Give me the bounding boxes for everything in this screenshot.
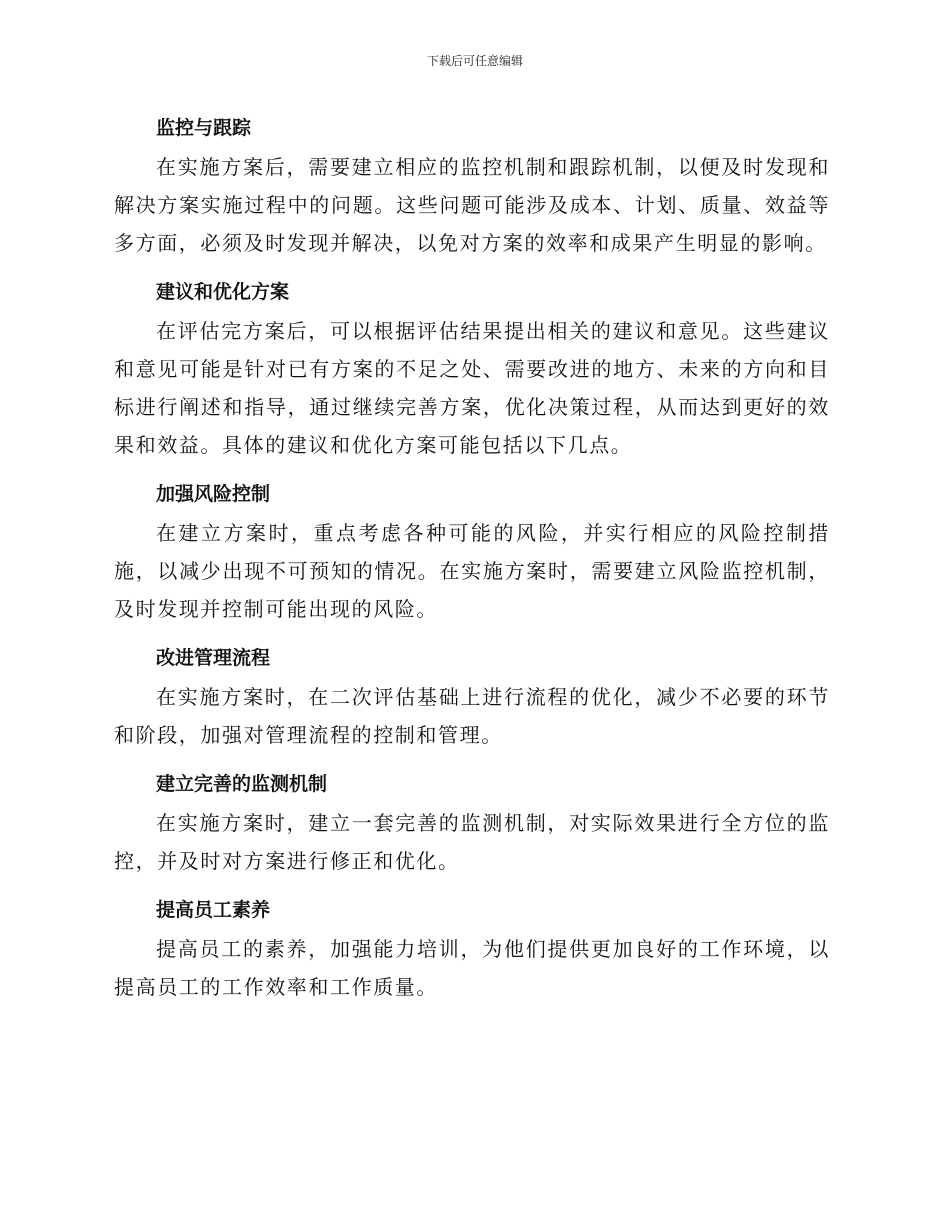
section-monitoring-mechanism: [114, 764, 830, 880]
section-heading: 监控与跟踪: [156, 117, 252, 139]
section-paragraph: 在建立方案时，重点考虑各种可能的风险，并实行相应的风险控制措施，以减少出现不可预知的情况。在实施方案时，需要建立风险监控机制，及时发现并控制可能出现的风险。: [114, 521, 830, 621]
section-risk-control: [114, 474, 830, 628]
document-body: [114, 108, 830, 1016]
section-paragraph: 在评估完方案后，可以根据评估结果提出相关的建议和意见。这些建议和意见可能是针对已有方案的不足之处、需要改进的地方、未来的方向和目标进行阐述和指导，通过继续完善方案，优化决策过程，从而达到更好的效果和效益。具体的建议和优化方案可能包括以下几点。: [114, 319, 830, 457]
section-heading: 提高员工素养: [156, 899, 271, 921]
section-heading: 建议和优化方案: [156, 281, 290, 303]
section-staff-quality: [114, 890, 830, 1006]
section-paragraph: 在实施方案时，建立一套完善的监测机制，对实际效果进行全方位的监控，并及时对方案进行修正和优化。: [114, 811, 830, 873]
section-heading: 建立完善的监测机制: [156, 773, 328, 795]
section-heading: 加强风险控制: [156, 483, 271, 505]
section-paragraph: 提高员工的素养，加强能力培训，为他们提供更加良好的工作环境，以提高员工的工作效率和工作质量。: [114, 937, 830, 999]
page-header: 下载后可任意编辑: [426, 54, 523, 68]
section-process-improvement: [114, 638, 830, 754]
section-suggestions: [114, 272, 830, 464]
section-paragraph: 在实施方案后，需要建立相应的监控机制和跟踪机制，以便及时发现和解决方案实施过程中的问题。这些问题可能涉及成本、计划、质量、效益等多方面，必须及时发现并解决，以免对方案的效率和成果产生明显的影响。: [114, 155, 830, 255]
section-heading: 改进管理流程: [156, 647, 271, 669]
section-monitoring: [114, 108, 830, 262]
section-paragraph: 在实施方案时，在二次评估基础上进行流程的优化，减少不必要的环节和阶段，加强对管理流程的控制和管理。: [114, 685, 830, 747]
